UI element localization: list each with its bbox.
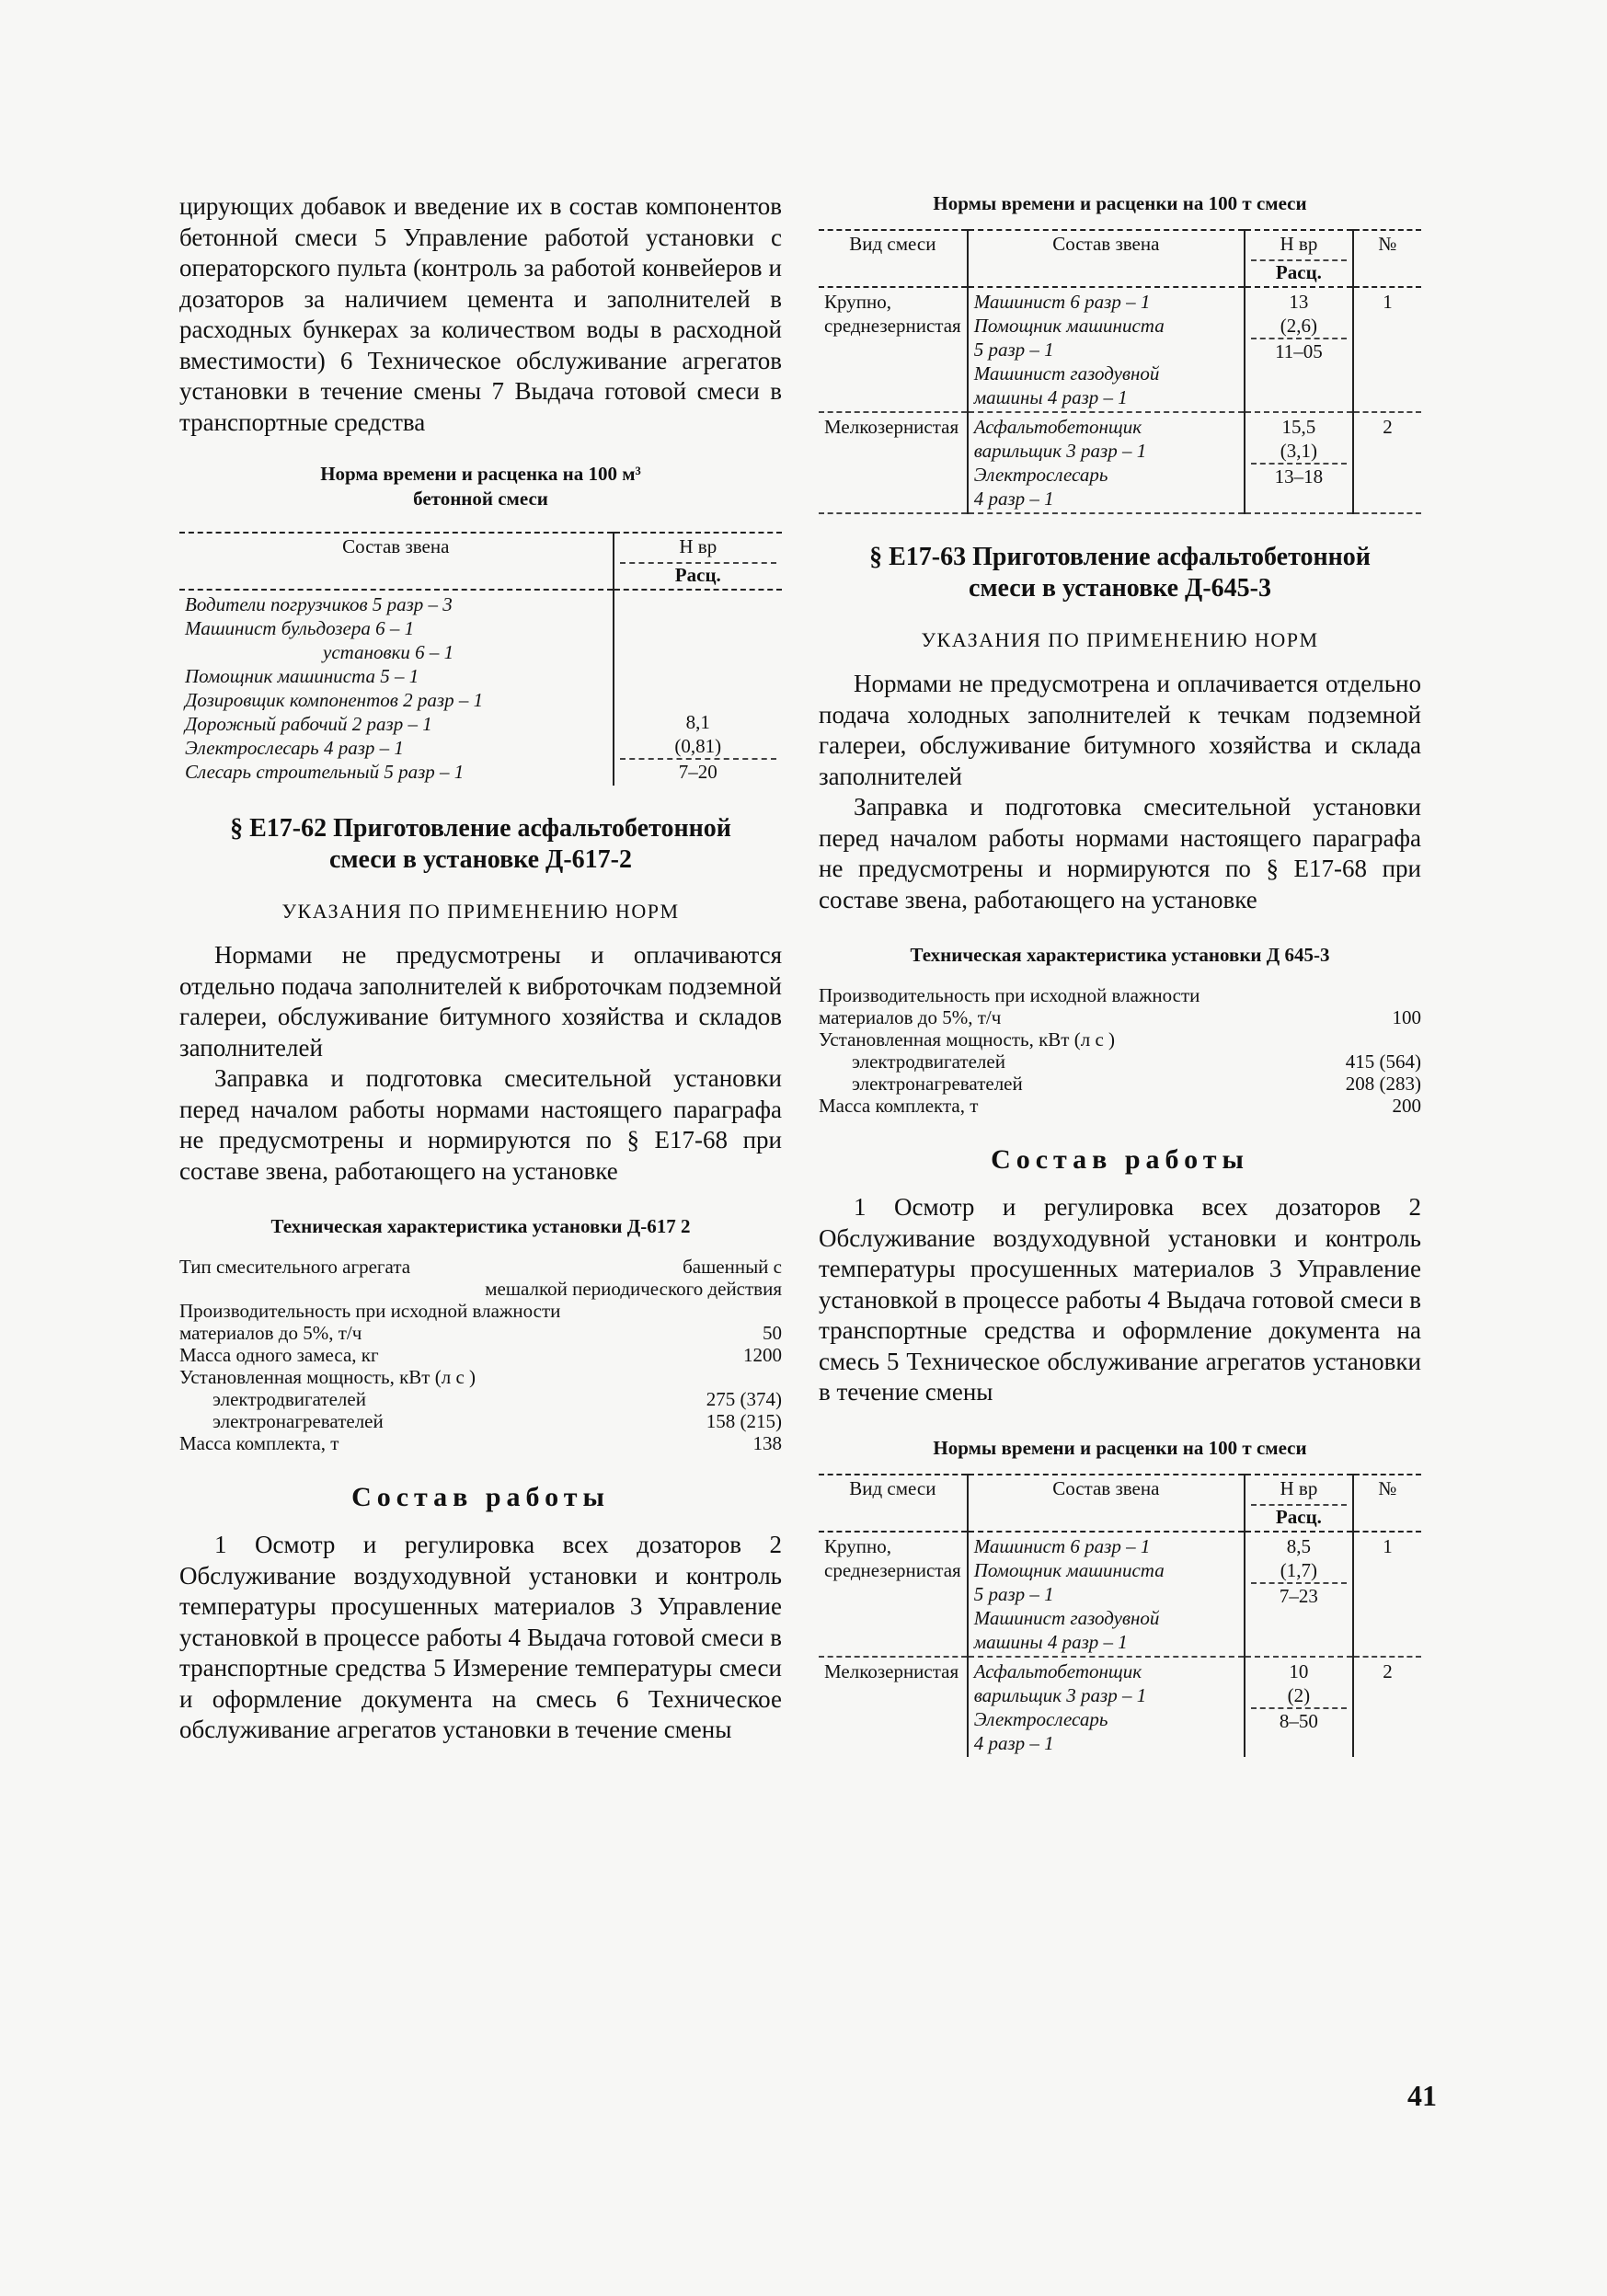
spec-label: Масса комплекта, т <box>819 1095 979 1117</box>
work-heading: Состав работы <box>351 1482 610 1512</box>
spec-label: Установленная мощность, кВт (л с ) <box>179 1366 476 1388</box>
table-row <box>819 1532 1421 1657</box>
table2-caption: Нормы времени и расценки на 100 т смеси <box>933 192 1307 214</box>
spec-row <box>819 1006 1421 1028</box>
norm-values <box>1245 287 1353 412</box>
spec-caption: Техническая характеристика установки Д 645-3 <box>910 944 1330 966</box>
crew-line: Водители погрузчиков 5 разр – 3 <box>185 593 453 615</box>
col-type-header: Вид смеси <box>819 1475 968 1532</box>
row-number: 1 <box>1353 1532 1421 1657</box>
spec-row <box>179 1410 782 1432</box>
spec-row <box>179 1432 782 1454</box>
work-heading: Состав работы <box>991 1144 1249 1175</box>
crew-line: Электрослесарь 4 разр – 1 <box>185 737 404 759</box>
instruction-paragraph-2: Заправка и подготовка смесительной установки перед началом работы нормами настоящего параграфа не предусмотрены и нормируются по § Е17-68 при составе звена, работающего на установке <box>179 1064 782 1185</box>
instructions-heading: УКАЗАНИЯ ПО ПРИМЕНЕНИЮ НОРМ <box>921 628 1319 651</box>
crew-line: машины 4 разр – 1 <box>973 1630 1128 1653</box>
spec-row <box>819 1095 1421 1117</box>
nvr-value: 8,1 <box>685 711 710 733</box>
col-crew-header: Состав звена <box>968 1475 1245 1532</box>
norm-values <box>1245 1657 1353 1757</box>
spec-list-d645 <box>819 984 1421 1117</box>
norm-values <box>1245 412 1353 513</box>
crew-line: Помощник машиниста <box>973 315 1165 337</box>
table-row <box>819 412 1421 513</box>
section-e17-62-title <box>179 813 782 876</box>
crew-line: 4 разр – 1 <box>973 1731 1054 1754</box>
col-rasc-header: Расц. <box>620 562 776 587</box>
col-crew-header: Состав звена <box>968 230 1245 287</box>
crew-line: варильщик 3 разр – 1 <box>973 1683 1147 1706</box>
spec-label: Масса одного замеса, кг <box>179 1344 379 1366</box>
crew-line: Машинист газодувной <box>973 362 1160 385</box>
spec-value: 100 <box>1392 1006 1421 1028</box>
table-row <box>819 1657 1421 1757</box>
section-title-line2: смеси в установке Д-645-3 <box>969 574 1271 603</box>
rasc-value: (1,7) <box>1280 1558 1318 1581</box>
col-no-header: № <box>1353 230 1421 287</box>
crew-line: Машинист газодувной <box>973 1606 1160 1629</box>
col-rasc-header: Расц. <box>1251 1504 1347 1529</box>
spec-value: башенный с <box>683 1256 782 1278</box>
work-paragraph: 1 Осмотр и регулировка всех дозаторов 2 Обслуживание воздуходувной установки и контроль температуры просушенных материалов 3 Управление установкой в процессе работы 4 Выдача готовой смеси в транспортные средства и оформление документа на смесь 5 Техническое обслуживание агрегатов установки в течение смены <box>819 1193 1421 1406</box>
crew-line: машины 4 разр – 1 <box>973 386 1128 408</box>
spec-row <box>179 1300 782 1322</box>
col-nvr-rasc-header <box>614 533 782 590</box>
spec-label: электродвигателей <box>852 1050 1005 1073</box>
col-nvr-rasc-header <box>1245 1475 1353 1532</box>
spec-row <box>179 1344 782 1366</box>
rate-value: 11–05 <box>1251 338 1347 363</box>
spec-label: Установленная мощность, кВт (л с ) <box>819 1028 1116 1050</box>
crew-line: Машинист 6 разр – 1 <box>973 1534 1151 1557</box>
row-number: 2 <box>1353 412 1421 513</box>
rasc-value: (2,6) <box>1280 315 1318 337</box>
crew-line: Асфальтобетонщик <box>973 416 1142 438</box>
instruction-paragraph-1: Нормами не предусмотрена и оплачивается отдельно подача холодных заполнителей к течкам подземной галереи, обслуживание битумного хозяйства и склада заполнителей <box>819 670 1421 790</box>
page-number: 41 <box>1407 2079 1437 2112</box>
crew-line: Машинист бульдозера 6 – 1 <box>185 617 415 639</box>
mix-type: Крупно, среднезернистая <box>824 291 961 337</box>
table3-caption: Нормы времени и расценки на 100 т смеси <box>933 1436 1307 1459</box>
spec-row <box>179 1256 782 1278</box>
col-crew-header: Состав звена <box>179 533 614 590</box>
crew-list <box>179 590 614 786</box>
spec-value: 415 (564) <box>1345 1050 1421 1073</box>
spec-label: материалов до 5%, т/ч <box>819 1006 1002 1028</box>
instruction-paragraph-2: Заправка и подготовка смесительной установки перед началом работы нормами настоящего параграфа не предусмотрены и нормируются по § Е17-68 при составе звена, работающего на установке <box>819 793 1421 913</box>
crew-line: 5 разр – 1 <box>973 1582 1054 1605</box>
crew-line: Помощник машиниста 5 – 1 <box>185 665 419 687</box>
rasc-value: (2) <box>1287 1683 1311 1706</box>
mix-type: Мелкозернистая <box>819 1657 968 1757</box>
spec-label: Производительность при исходной влажности <box>179 1300 561 1322</box>
norm-table-2 <box>819 229 1421 514</box>
section-e17-63-title <box>819 542 1421 604</box>
nvr-value: 8,5 <box>1286 1534 1312 1557</box>
crew-line: Дорожный рабочий 2 разр – 1 <box>185 713 432 735</box>
crew-list <box>968 287 1245 412</box>
crew-line: Помощник машиниста <box>973 1558 1165 1581</box>
col-nvr-header: Н вр <box>1280 233 1318 255</box>
col-type-header: Вид смеси <box>819 230 968 287</box>
spec-label: материалов до 5%, т/ч <box>179 1322 362 1344</box>
spec-value: мешалкой периодического действия <box>485 1278 782 1300</box>
spec-row <box>819 1073 1421 1095</box>
spec-row <box>179 1388 782 1410</box>
spec-row <box>819 984 1421 1006</box>
rate-value: 7–20 <box>620 758 776 784</box>
section-title-line1: § Е17-62 Приготовление асфальтобетонной <box>230 814 731 843</box>
spec-value: 200 <box>1392 1095 1421 1117</box>
crew-line: варильщик 3 разр – 1 <box>973 440 1147 462</box>
rate-value: 7–23 <box>1251 1582 1347 1608</box>
spec-caption: Техническая характеристика установки Д-617 2 <box>270 1215 691 1237</box>
spec-row <box>819 1050 1421 1073</box>
col-nvr-header: Н вр <box>1280 1476 1318 1499</box>
crew-line: Асфальтобетонщик <box>973 1659 1142 1682</box>
spec-value: 138 <box>752 1432 782 1454</box>
spec-list-d617 <box>179 1256 782 1454</box>
col-rasc-header: Расц. <box>1251 259 1347 284</box>
spec-value: 50 <box>763 1322 782 1344</box>
nvr-value: 15,5 <box>1281 416 1316 438</box>
rate-value: 8–50 <box>1251 1707 1347 1733</box>
left-column <box>179 191 782 1746</box>
crew-line: Электрослесарь <box>973 464 1108 486</box>
rasc-value: (3,1) <box>1280 440 1318 462</box>
spec-row <box>819 1028 1421 1050</box>
mix-type: Мелкозернистая <box>819 412 968 513</box>
spec-value: 275 (374) <box>706 1388 782 1410</box>
spec-value: 208 (283) <box>1345 1073 1421 1095</box>
norm-values <box>614 590 782 786</box>
norm-values <box>1245 1532 1353 1657</box>
table1-caption-line1: Норма времени и расценка на 100 м³ <box>320 463 641 485</box>
crew-list <box>968 1532 1245 1657</box>
spec-label: Тип смесительного агрегата <box>179 1256 411 1278</box>
crew-line: Электрослесарь <box>973 1707 1108 1730</box>
spec-row <box>179 1366 782 1388</box>
crew-line: 4 разр – 1 <box>973 488 1054 510</box>
spec-row <box>179 1322 782 1344</box>
spec-label: электронагревателей <box>852 1073 1023 1095</box>
nvr-value: 10 <box>1289 1659 1309 1682</box>
table1-caption-line2: бетонной смеси <box>413 488 548 510</box>
mix-type: Крупно, среднезернистая <box>824 1534 961 1581</box>
col-nvr-header: Н вр <box>679 535 717 557</box>
crew-line: установки 6 – 1 <box>323 641 454 663</box>
crew-line: 5 разр – 1 <box>973 339 1054 361</box>
col-nvr-rasc-header <box>1245 230 1353 287</box>
spec-label: электродвигателей <box>212 1388 366 1410</box>
spec-value: 158 (215) <box>706 1410 782 1432</box>
row-number: 2 <box>1353 1657 1421 1757</box>
norm-table-3 <box>819 1474 1421 1757</box>
rasc-value: (0,81) <box>674 735 722 757</box>
table-row <box>819 287 1421 412</box>
right-column <box>819 191 1421 1757</box>
crew-line: Слесарь строительный 5 разр – 1 <box>185 761 465 783</box>
crew-line: Дозировщик компонентов 2 разр – 1 <box>185 689 484 711</box>
rate-value: 13–18 <box>1251 463 1347 488</box>
nvr-value: 13 <box>1289 291 1309 313</box>
table1-caption <box>179 462 782 511</box>
spec-label: электронагревателей <box>212 1410 384 1432</box>
crew-list <box>968 1657 1245 1757</box>
section-title-line2: смеси в установке Д-617-2 <box>329 845 632 874</box>
intro-paragraph: цирующих добавок и введение их в состав компонентов бетонной смеси 5 Управление работой установки с операторского пульта (контроль за работой конвейеров и дозаторов за наличием цемента и заполнителей в расходных бункерах за количеством воды в расходной вместимости) 6 Техническое обслуживание агрегатов установки в течение смены 7 Выдача готовой смеси в транспортные средства <box>179 192 782 436</box>
norm-table-1 <box>179 532 782 786</box>
spec-label: Производительность при исходной влажности <box>819 984 1200 1006</box>
crew-list <box>968 412 1245 513</box>
spec-row <box>179 1278 782 1300</box>
instruction-paragraph-1: Нормами не предусмотрены и оплачиваются отдельно подача заполнителей к виброточкам подземной галереи, обслуживание битумного хозяйства и складов заполнителей <box>179 941 782 1062</box>
instructions-heading: УКАЗАНИЯ ПО ПРИМЕНЕНИЮ НОРМ <box>281 900 680 923</box>
spec-value: 1200 <box>743 1344 782 1366</box>
crew-line: Машинист 6 разр – 1 <box>973 291 1151 313</box>
row-number: 1 <box>1353 287 1421 412</box>
section-title-line1: § Е17-63 Приготовление асфальтобетонной <box>869 543 1371 571</box>
work-paragraph: 1 Осмотр и регулировка всех дозаторов 2 Обслуживание воздуходувной установки и контроль температуры просушенных материалов 3 Управление установкой в процессе работы 4 Выдача готовой смеси в транспортные средства 5 Измерение температуры смеси и оформление документа на смесь 6 Техническое обслуживание агрегатов установки в течение смены <box>179 1531 782 1743</box>
col-no-header: № <box>1353 1475 1421 1532</box>
spec-label: Масса комплекта, т <box>179 1432 339 1454</box>
